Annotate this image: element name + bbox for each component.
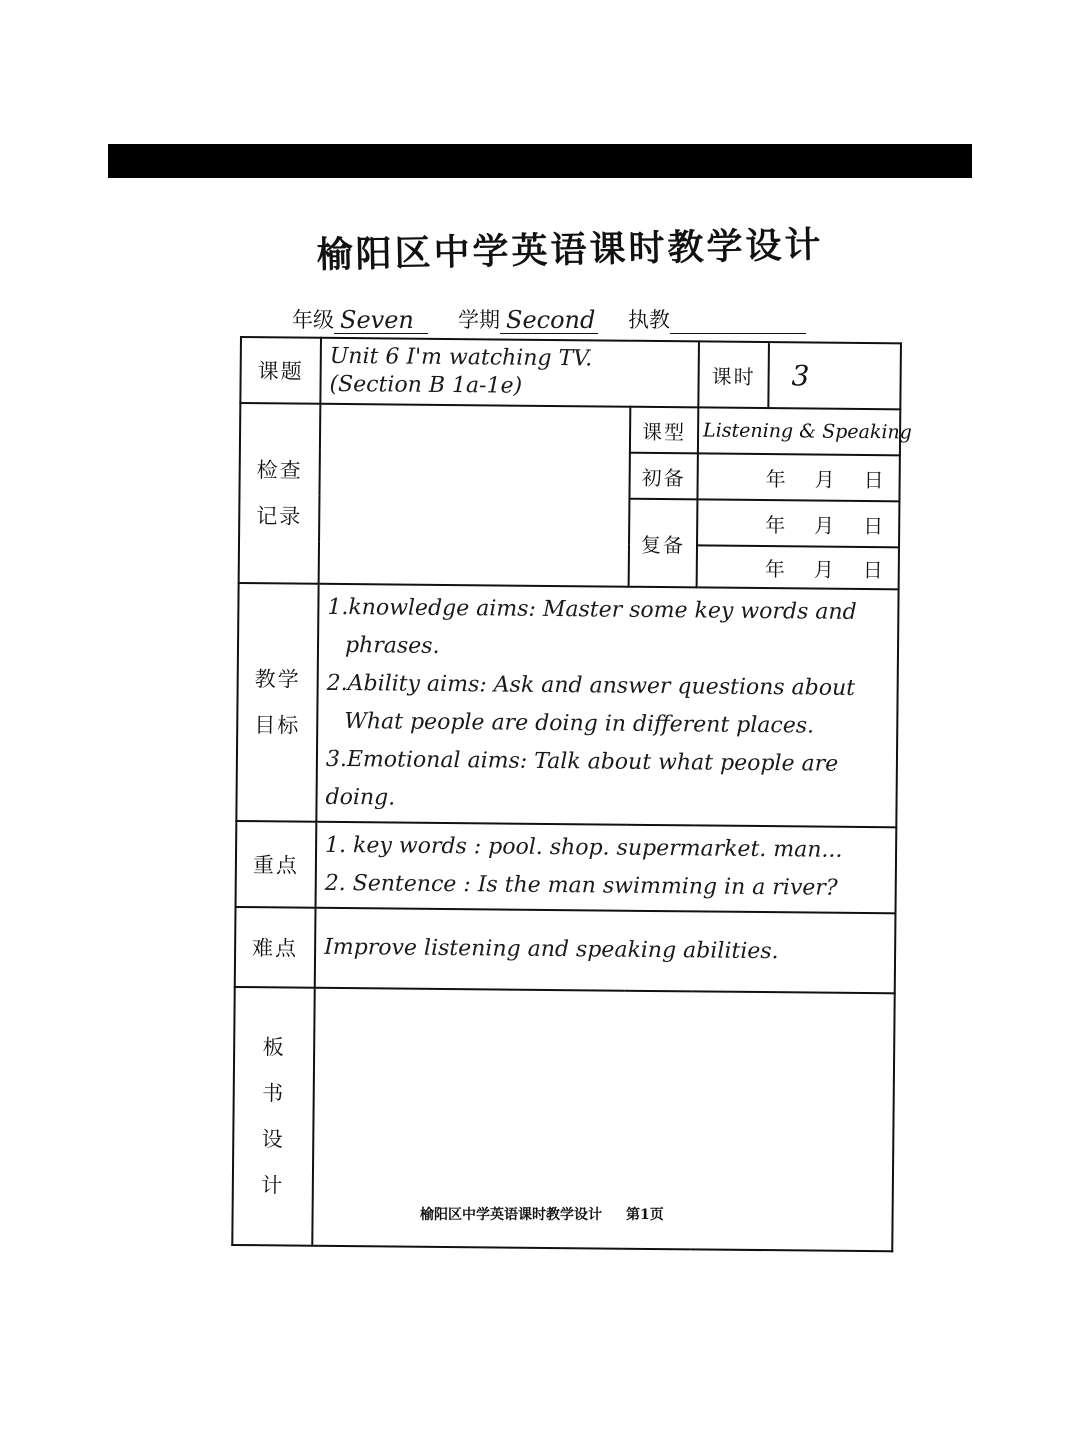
objective-line: 3.Emotional aims: Talk about what people are doing. [325, 746, 839, 811]
reprep-date-1 [697, 499, 899, 547]
board-design-label [232, 987, 314, 1246]
type-row [240, 403, 900, 455]
teacher-value [670, 333, 806, 334]
page-footer [420, 1204, 740, 1224]
lesson-sheet [232, 336, 910, 1210]
type-value: Listening & Speaking [698, 407, 900, 455]
difficulty-text: Improve listening and speaking abilities. [315, 908, 896, 994]
term-value: Second [500, 307, 598, 334]
date-year: 年 [765, 512, 787, 537]
date-day: 日 [863, 467, 885, 492]
black-redaction-bar [108, 144, 972, 178]
date-year: 年 [765, 466, 787, 491]
date-day: 日 [862, 557, 884, 582]
date-month: 月 [814, 467, 836, 492]
topic-line-1: Unit 6 I'm watching TV. [329, 343, 593, 372]
reprep-label: 复备 [629, 499, 698, 588]
objectives-label-line-1: 教学 [254, 667, 301, 692]
prep-date [697, 453, 899, 501]
board-label-char: 计 [261, 1173, 285, 1198]
lesson-table [231, 336, 912, 1252]
prep-label: 初备 [629, 453, 697, 500]
key-points-row [236, 821, 897, 913]
topic-value [320, 338, 699, 408]
board-label-char: 书 [262, 1081, 286, 1106]
review-notes-area [319, 404, 631, 587]
key-point-line: 1. key words : pool. shop. supermarket. man... [324, 832, 843, 863]
difficulty-row [235, 907, 896, 993]
review-label-line-2: 记录 [256, 504, 303, 529]
board-label-char: 板 [262, 1035, 286, 1060]
objectives-row [236, 583, 898, 827]
date-month: 月 [813, 557, 835, 582]
topic-label: 课题 [240, 337, 321, 404]
teacher-label: 执教 [628, 308, 670, 332]
grade-value: Seven [334, 307, 428, 334]
board-label-char: 设 [261, 1127, 285, 1152]
footer-title: 榆阳区中学英语课时教学设计 [420, 1207, 602, 1223]
reprep-date-2 [697, 545, 899, 589]
objective-line: 1.knowledge aims: Master some key words and [327, 594, 857, 625]
review-label [239, 403, 321, 584]
objective-line: 2.Ability aims: Ask and answer questions about [326, 670, 856, 701]
key-point-line: 2. Sentence : Is the man swimming in a river? [324, 870, 838, 901]
key-points-label: 重点 [236, 821, 317, 908]
period-cell [698, 341, 901, 409]
key-points-text [316, 822, 897, 914]
date-year: 年 [764, 556, 786, 581]
objective-line: What people are doing in different places. [344, 709, 815, 739]
topic-row [240, 337, 901, 409]
objectives-label [236, 583, 318, 822]
grade-label: 年级 [292, 308, 334, 332]
difficulty-label: 难点 [235, 907, 316, 988]
date-month: 月 [814, 513, 836, 538]
period-label: 课时 [699, 342, 769, 407]
topic-line-2: (Section B 1a-1e) [329, 371, 523, 399]
meta-row [292, 300, 852, 334]
term-label: 学期 [458, 308, 500, 332]
type-label: 课型 [630, 407, 698, 454]
objectives-text [316, 584, 898, 828]
objectives-label-line-2: 目标 [254, 713, 301, 738]
objective-line: phrases. [344, 633, 440, 659]
page-number: 第1页 [626, 1207, 664, 1223]
date-day: 日 [863, 513, 885, 538]
document-title: 榆阳区中学英语课时教学设计 [316, 223, 824, 277]
review-label-line-1: 检查 [256, 458, 303, 483]
period-value: 3 [791, 358, 810, 392]
